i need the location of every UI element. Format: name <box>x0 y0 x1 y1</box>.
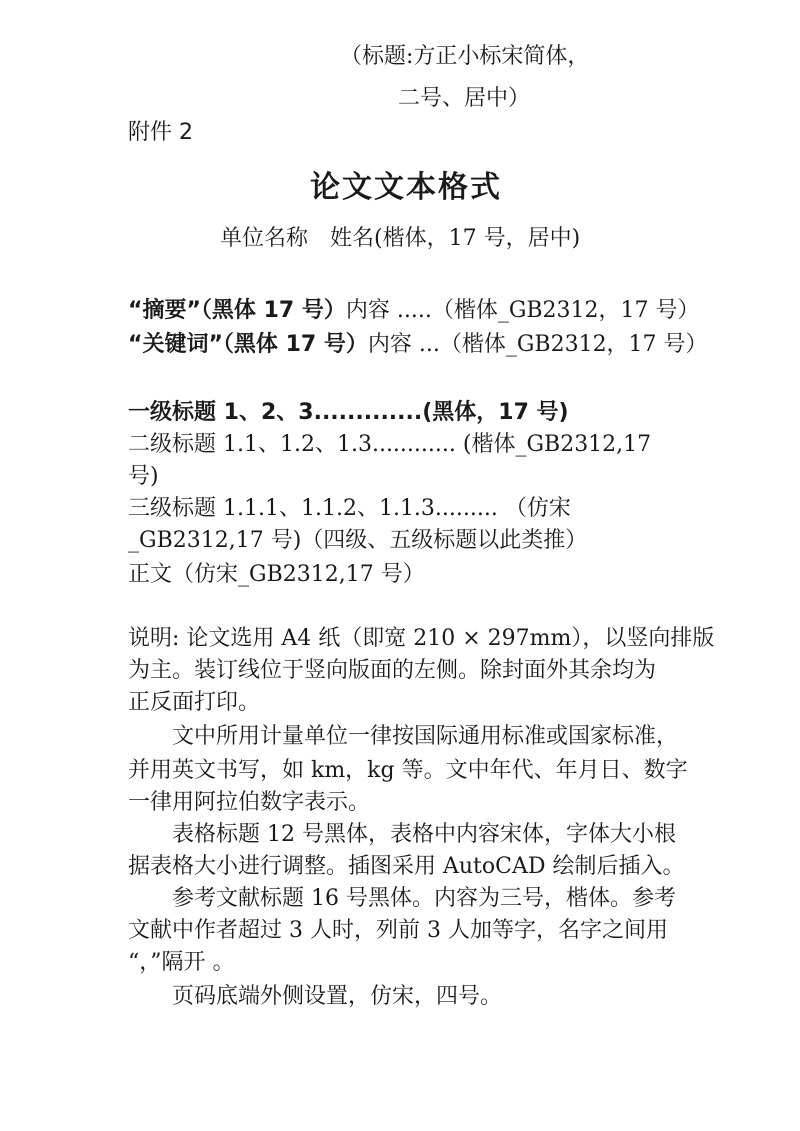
keywords-label: “关键词”（黑体 17 号） <box>128 332 368 357</box>
page-title: 论文文本格式 <box>310 170 502 205</box>
heading-level3-line2: _GB2312,17 号)（四级、五级标题以此类推） <box>128 528 588 553</box>
explanation-p4-line2: 文献中作者超过 3 人时，列前 3 人加等字，名字之间用 <box>128 918 668 943</box>
explanation-p1-line1: 说明: 论文选用 A4 纸（即宽 210 × 297mm），以竖向排版 <box>128 626 715 651</box>
explanation-p2-line3: 一律用阿拉伯数字表示。 <box>128 790 371 815</box>
attachment-label: 附件 2 <box>128 120 193 145</box>
explanation-p3-line1: 表格标题 12 号黑体，表格中内容宋体，字体大小根 <box>172 822 676 847</box>
heading-level2-line1: 二级标题 1.1、1.2、1.3............ (楷体_GB2312,17 <box>128 432 652 457</box>
explanation-p1-line2: 为主。装订线位于竖向版面的左侧。除封面外其余均为 <box>128 658 657 683</box>
explanation-p1-line3: 正反面打印。 <box>128 690 261 715</box>
heading-level2-line2: 号) <box>128 464 159 489</box>
abstract-line <box>128 296 700 326</box>
author-line: 单位名称 姓名(楷体，17 号，居中) <box>220 226 581 251</box>
header-note-line1: （标题:方正小标宋简体， <box>340 44 590 69</box>
explanation-p4-line3: “，”隔开 。 <box>128 950 235 975</box>
explanation-p2-line2: 并用英文书写，如 km，kg 等。文中年代、年月日、数字 <box>128 758 688 783</box>
explanation-p2-line1: 文中所用计量单位一律按国际通用标准或国家标准， <box>172 724 679 749</box>
explanation-p5-line1: 页码底端外侧设置，仿宋，四号。 <box>172 984 503 1009</box>
header-note-line2: 二号、居中） <box>398 86 531 111</box>
abstract-content: 内容 .....（楷体_GB2312，17 号） <box>345 298 700 323</box>
keywords-content: 内容 ...（楷体_GB2312，17 号） <box>367 332 708 357</box>
explanation-p4-line1: 参考文献标题 16 号黑体。内容为三号，楷体。参考 <box>172 886 676 911</box>
heading-level3-line1: 三级标题 1.1.1、1.1.2、1.1.3......... （仿宋 <box>128 496 571 521</box>
heading-level1: 一级标题 1、2、3.............(黑体，17 号) <box>128 400 569 425</box>
body-text-format: 正文（仿宋_GB2312,17 号） <box>128 562 425 587</box>
explanation-p3-line2: 据表格大小进行调整。插图采用 AutoCAD 绘制后插入。 <box>128 854 685 879</box>
keywords-line <box>128 330 708 360</box>
abstract-label: “摘要”（黑体 17 号） <box>128 298 346 323</box>
